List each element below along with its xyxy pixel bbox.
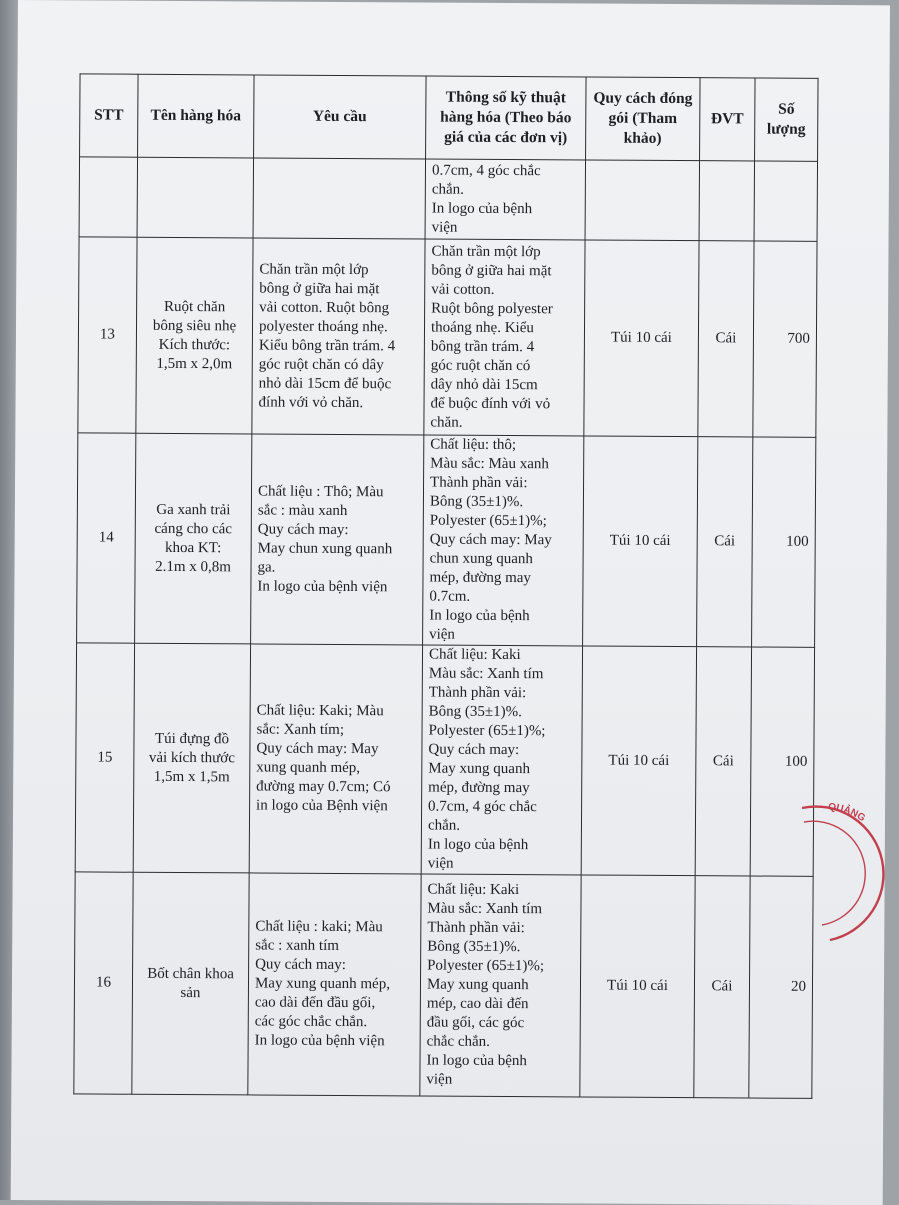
cell-name: Bốt chân khoa sản: [132, 872, 249, 1095]
spec-line: Bông (35±1)%.: [428, 703, 522, 721]
cell-packing: Túi 10 cái: [580, 875, 695, 1098]
table-row-continuation: [79, 157, 817, 242]
spec-line: đầu gối, các góc: [426, 1014, 525, 1032]
spec-line: In logo của bệnh: [431, 200, 533, 217]
cell-unit: Cái: [694, 876, 750, 1098]
spec-line: Bông (35±1)%.: [429, 493, 524, 511]
spec-line: Thành phần vải:: [427, 919, 525, 937]
spec-line: góc ruột chăn có: [430, 357, 531, 374]
cell-spec: [425, 159, 585, 240]
spec-line: May xung quanh: [426, 976, 529, 994]
spec-line: mép, đường may: [428, 779, 530, 797]
cell-packing: [585, 160, 699, 241]
cell-stt: 13: [78, 237, 137, 433]
spec-line: bông ở giữa hai mặt: [431, 262, 552, 279]
spec-line: Màu sắc: Xanh tím: [428, 665, 544, 683]
cell-requirement: Chất liệu : Thô; Màu sắc : màu xanh Quy cách may: May chun xung quanh ga. In logo của bệnh viện: [251, 434, 424, 645]
cell-spec: [423, 435, 584, 646]
cell-stt: 15: [75, 643, 134, 872]
spec-line: Polyester (65±1)%;: [428, 722, 546, 740]
spec-line: May xung quanh: [428, 760, 531, 778]
document-page: [11, 0, 890, 1205]
spec-line: bông trần trám. 4: [430, 338, 535, 355]
spec-line: Chăn trần một lớp: [431, 243, 541, 260]
spec-line: Bông (35±1)%.: [427, 938, 521, 956]
cell-requirement: [253, 158, 425, 239]
cell-quantity: 700: [753, 241, 817, 437]
header-name: Tên hàng hóa: [138, 74, 255, 158]
header-requirement: Yêu cầu: [254, 75, 427, 159]
cell-requirement: Chăn trần một lớp bông ở giữa hai mặt vải cotton. Ruột bông polyester thoáng nhẹ. Kiểu bông trần trám. 4 góc ruột chăn có dây nhỏ dài 15cm để buộc đính với vỏ chăn.: [252, 238, 425, 435]
spec-line: chắn.: [427, 817, 461, 834]
table-row: [78, 237, 817, 438]
cell-spec: [424, 239, 585, 436]
cell-name: Ga xanh trải cáng cho các khoa KT: 2.1m x 0,8m: [135, 433, 252, 644]
spec-line: dây nhỏ dài 15cm: [430, 376, 538, 393]
spec-line: Thành phần vải:: [428, 684, 527, 702]
cell-quantity: [754, 161, 817, 241]
cell-name: [137, 157, 253, 238]
spec-line: In logo của bệnh: [427, 836, 529, 854]
cell-stt: [79, 157, 137, 237]
spec-line: Polyester (65±1)%;: [429, 512, 547, 530]
header-unit: ĐVT: [700, 78, 756, 161]
spec-line: mép, đường may: [429, 569, 531, 587]
spec-line: chun xung quanh: [429, 550, 533, 568]
cell-unit: [699, 161, 754, 241]
header-quantity: Số lượng: [755, 78, 819, 161]
cell-unit: Cái: [697, 437, 753, 647]
cell-quantity: 100: [750, 647, 814, 876]
spec-line: Màu sắc: Xanh tím: [427, 900, 543, 918]
cell-unit: Cái: [695, 647, 751, 876]
stamp-text: QUẢNG: [827, 801, 868, 825]
table-row: [74, 872, 813, 1099]
spec-line: chắn.: [431, 181, 464, 198]
spec-line: Chất liệu: thô;: [430, 436, 517, 454]
cell-name: Ruột chăn bông siêu nhẹ Kích thước: 1,5m x 2,0m: [136, 237, 253, 434]
spec-line: 0.7cm, 4 góc chắc: [431, 162, 541, 179]
table-row: [77, 433, 816, 648]
spec-line: 0.7cm.: [429, 588, 471, 605]
header-spec: Thông số kỹ thuật hàng hóa (Theo báo giá của các đơn vị): [426, 76, 587, 160]
table-row: [75, 643, 814, 877]
spec-line: để buộc đính với vỏ: [430, 395, 551, 412]
cell-packing: Túi 10 cái: [581, 646, 696, 876]
spec-line: viện: [429, 626, 456, 643]
spec-line: vải cotton.: [431, 281, 495, 298]
cell-quantity: 100: [752, 437, 816, 647]
spec-line: In logo của bệnh: [429, 607, 530, 625]
spec-line: Chất liệu: Kaki: [427, 881, 520, 899]
cell-unit: Cái: [698, 241, 754, 437]
spec-line: viện: [431, 219, 458, 236]
header-packing: Quy cách đóng gói (Tham khảo): [586, 77, 701, 161]
cell-packing: Túi 10 cái: [584, 240, 699, 437]
spec-line: chắc chắn.: [426, 1033, 490, 1050]
spec-line: mép, cao dài đến: [426, 995, 529, 1013]
cell-spec: [420, 874, 581, 1097]
spec-line: In logo của bệnh: [426, 1052, 527, 1070]
spec-line: Màu sắc: Màu xanh: [430, 455, 549, 473]
cell-quantity: 20: [749, 876, 813, 1098]
cell-requirement: Chất liệu: Kaki; Màu sắc: Xanh tím; Quy cách may: May xung quanh mép, đường may 0.7cm; Có in logo của Bệnh viện: [249, 644, 422, 874]
spec-line: Quy cách may:: [428, 741, 520, 759]
spec-line: 0.7cm, 4 góc chắc: [428, 798, 537, 816]
cell-packing: Túi 10 cái: [583, 436, 698, 647]
cell-stt: 14: [77, 433, 136, 643]
cell-stt: 16: [74, 872, 133, 1094]
spec-line: thoáng nhẹ. Kiểu: [430, 319, 534, 336]
cell-name: Túi đựng đồ vải kích thước 1,5m x 1,5m: [133, 643, 250, 873]
spec-line: Quy cách may: May: [429, 531, 552, 549]
spec-line: Thành phần vải:: [430, 474, 528, 492]
spec-line: Ruột bông polyester: [431, 300, 553, 317]
spec-line: chăn.: [430, 414, 463, 431]
table-header-row: [80, 74, 818, 162]
cell-spec: [421, 645, 582, 875]
spec-line: viện: [426, 1071, 453, 1088]
header-stt: STT: [80, 74, 139, 157]
goods-table: [73, 73, 818, 1098]
spec-line: Polyester (65±1)%;: [427, 957, 545, 975]
cell-requirement: Chất liệu : kaki; Màu sắc : xanh tím Quy cách may: May xung quanh mép, cao dài đến đầu gối, các góc chắc chắn. In logo của bệnh viện: [248, 873, 421, 1096]
spec-line: Chất liệu: Kaki: [428, 646, 521, 664]
spec-line: viện: [427, 855, 454, 872]
